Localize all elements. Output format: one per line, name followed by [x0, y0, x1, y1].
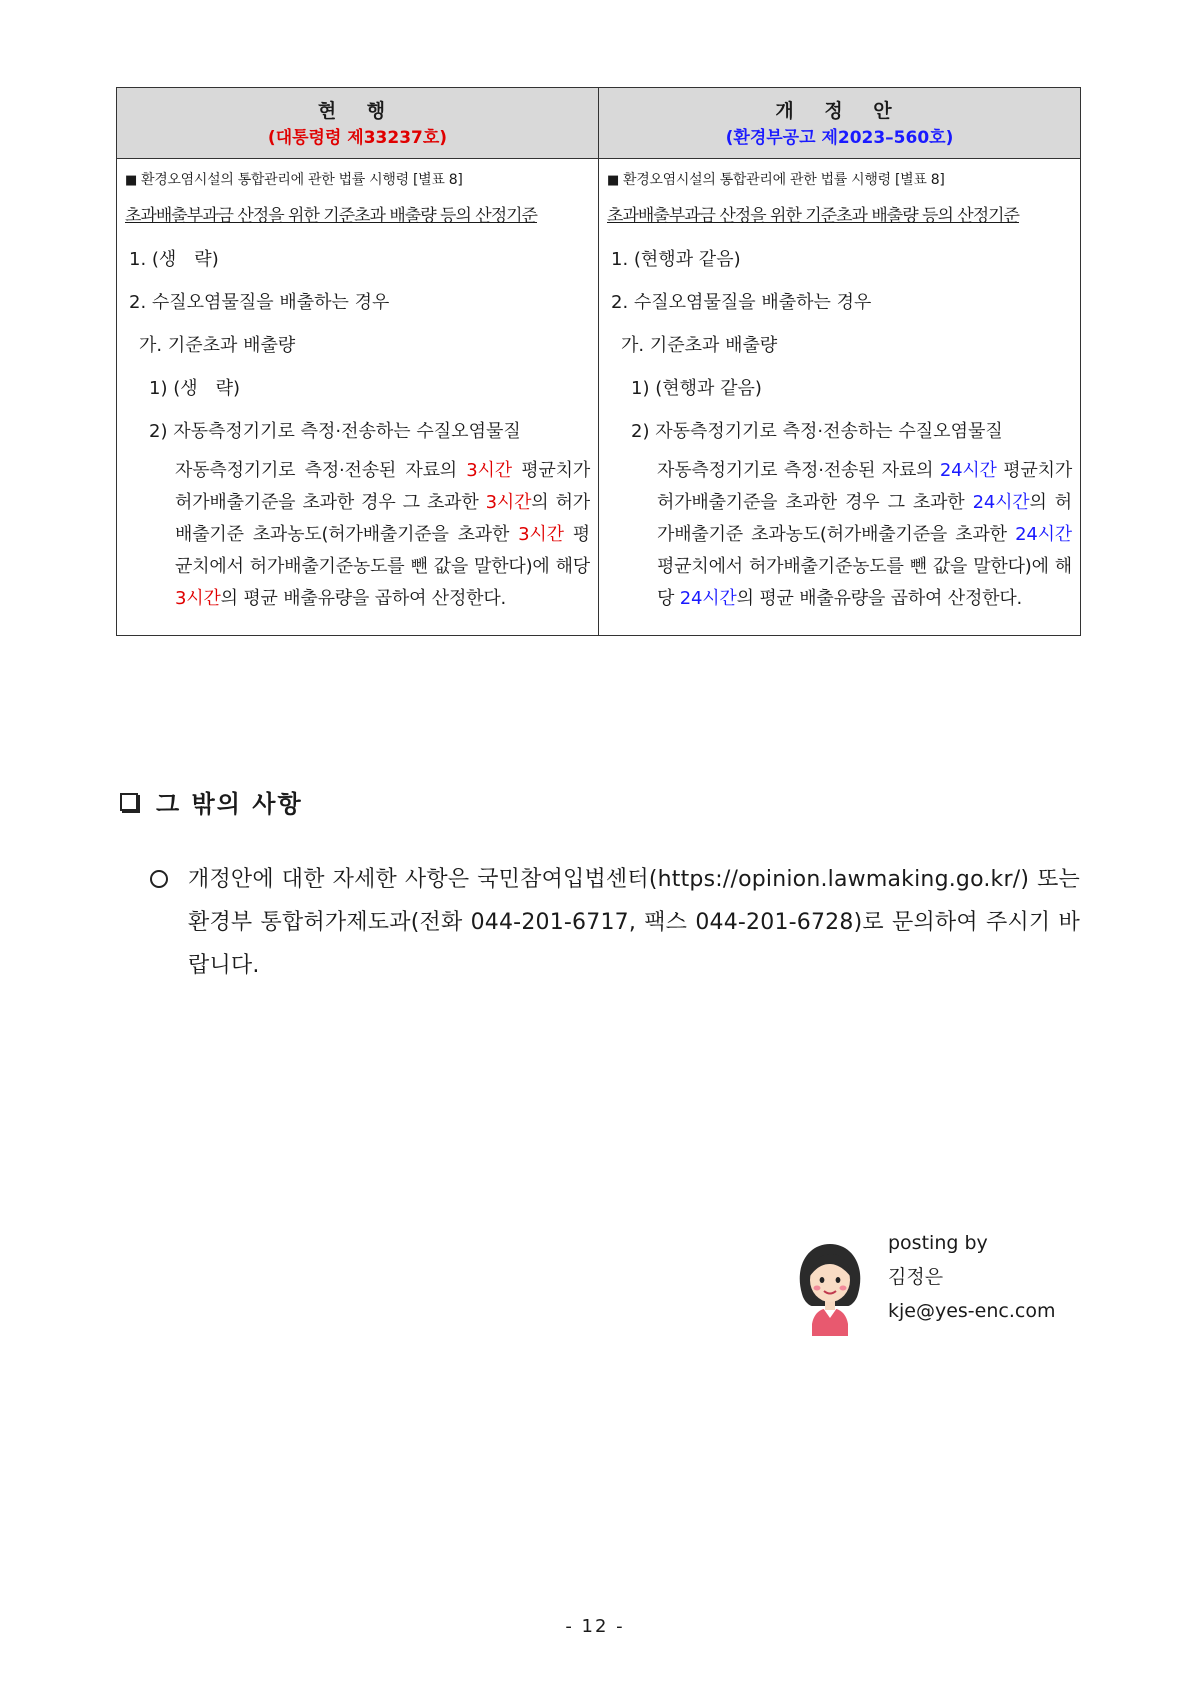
item-2: 2. 수질오염물질을 배출하는 경우	[129, 292, 390, 313]
standard-title: 초과배출부과금 산정을 위한 기준초과 배출량 등의 산정기준	[607, 206, 1019, 226]
current-header	[117, 88, 599, 159]
calculation-paragraph: 자동측정기기로 측정·전송된 자료의 3시간 평균치가 허가배출기준을 초과한 경우 그 초과한 3시간의 허가배출기준 초과농도(허가배출기준을 초과한 3시간 평균치에서 허가배출기준농도를 뺀 값을 말한다)에 해당 3시간의 평균 배출유량을 곱하여 산정한다.	[175, 460, 591, 609]
author-email: kje@yes-enc.com	[888, 1300, 1056, 1322]
current-title: 현 행	[317, 100, 398, 122]
revised-header	[599, 88, 1081, 159]
highlight-hours: 24시간	[972, 492, 1030, 513]
author-name: 김정은	[888, 1266, 944, 1288]
circle-bullet-icon	[150, 870, 168, 888]
comparison-table	[116, 87, 1081, 636]
standard-title: 초과배출부과금 산정을 위한 기준초과 배출량 등의 산정기준	[125, 206, 537, 226]
highlight-hours: 24시간	[1015, 524, 1072, 545]
item-ga: 가. 기준초과 배출량	[621, 335, 778, 356]
revised-notice-number: (환경부공고 제2023–560호)	[725, 128, 954, 148]
current-decree-number: (대통령령 제33237호)	[267, 128, 448, 148]
sub-item-1: 1) (생 략)	[149, 378, 241, 399]
contact-text: 개정안에 대한 자세한 사항은 국민참여입법센터(https://opinion.lawmaking.go.kr/) 또는 환경부 통합허가제도과(전화 044-201-6717, 팩스 044-201-6728)로 문의하여 주시기 바랍니다.	[188, 867, 1080, 978]
highlight-hours: 3시간	[485, 492, 532, 513]
posting-text	[888, 1226, 1055, 1328]
square-bullet-icon: ■	[125, 173, 137, 188]
highlight-hours: 24시간	[679, 588, 737, 609]
item-1: 1. (현행과 같음)	[611, 249, 741, 270]
contact-paragraph	[150, 858, 1080, 987]
section-heading	[120, 784, 303, 819]
sub-item-2: 2) 자동측정기기로 측정·전송하는 수질오염물질	[631, 421, 1003, 442]
revised-cell	[599, 159, 1081, 636]
section-heading-text: 그 밖의 사항	[156, 790, 303, 818]
square-bullet-icon: ■	[607, 173, 619, 188]
author-avatar-icon	[790, 1236, 870, 1336]
sub-item-1: 1) (현행과 같음)	[631, 378, 762, 399]
highlight-hours: 3시간	[518, 524, 564, 545]
highlight-hours: 24시간	[939, 460, 997, 481]
checkbox-bullet-icon	[120, 793, 138, 811]
sub-item-2: 2) 자동측정기기로 측정·전송하는 수질오염물질	[149, 421, 521, 442]
highlight-hours: 3시간	[175, 588, 221, 609]
law-reference: ■ 환경오염시설의 통합관리에 관한 법률 시행령 [별표 8]	[607, 172, 945, 188]
law-reference: ■ 환경오염시설의 통합관리에 관한 법률 시행령 [별표 8]	[125, 172, 463, 188]
highlight-hours: 3시간	[466, 460, 512, 481]
calculation-paragraph: 자동측정기기로 측정·전송된 자료의 24시간 평균치가 허가배출기준을 초과한 경우 그 초과한 24시간의 허가배출기준 초과농도(허가배출기준을 초과한 24시간 평균치에서 허가배출기준농도를 뺀 값을 말한다)에 해당 24시간의 평균 배출유량을 곱하여 산정한다.	[657, 460, 1073, 609]
current-cell	[117, 159, 599, 636]
item-2: 2. 수질오염물질을 배출하는 경우	[611, 292, 872, 313]
item-1: 1. (생 략)	[129, 249, 219, 270]
revised-title: 개 정 안	[775, 100, 904, 122]
item-ga: 가. 기준초과 배출량	[139, 335, 296, 356]
posting-signature	[790, 1226, 1090, 1346]
posting-label: posting by	[888, 1232, 988, 1254]
page-number: - 12 -	[565, 1616, 625, 1637]
